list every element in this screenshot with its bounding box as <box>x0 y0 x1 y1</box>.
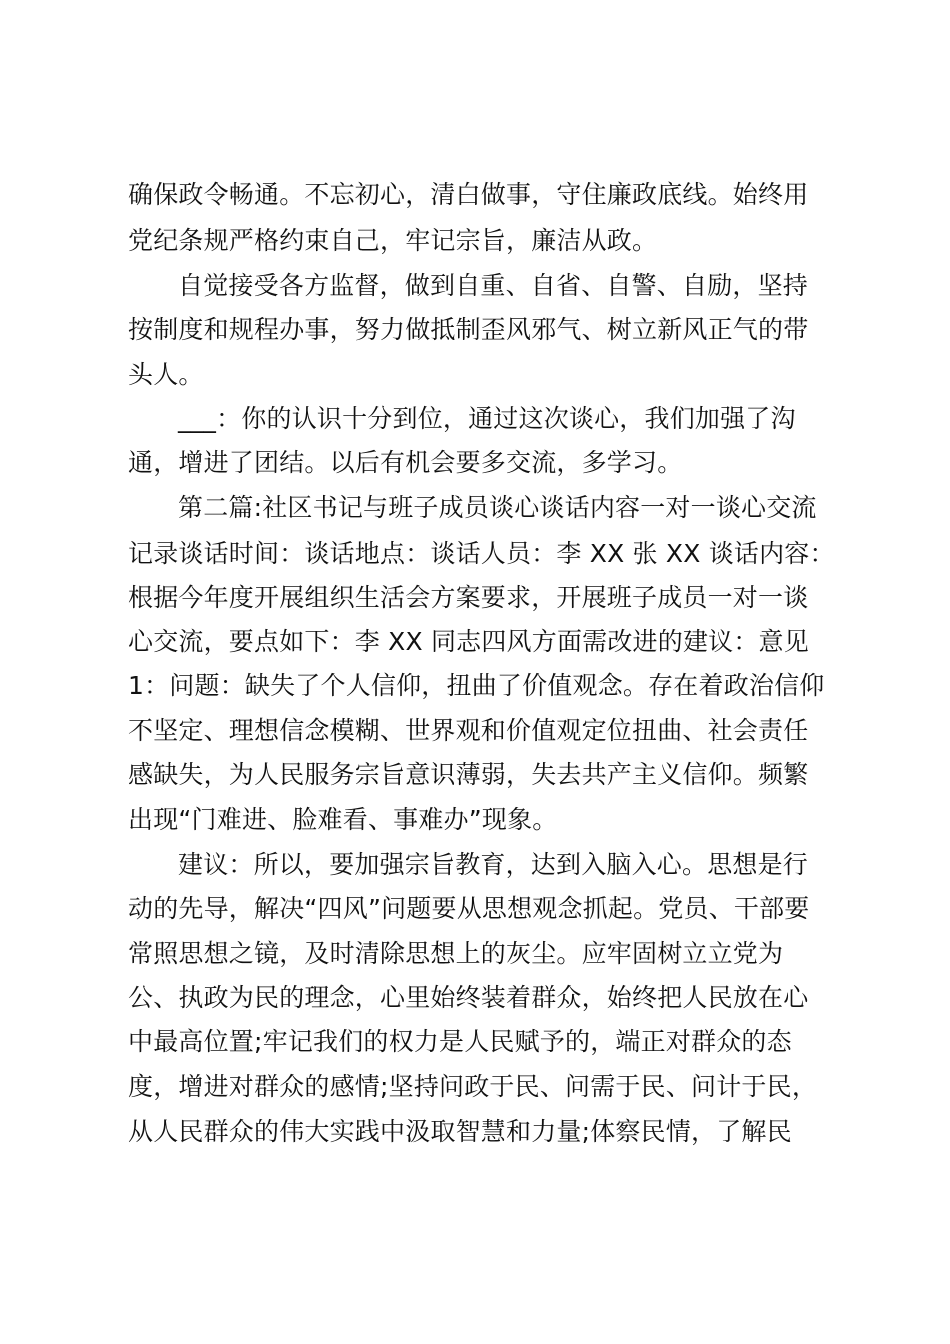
text-line: 中最高位置;牢记我们的权力是人民赋予的，端正对群众的态 <box>128 1027 792 1056</box>
paragraph-start-line: ___：你的认识十分到位，通过这次谈心，我们加强了沟 <box>178 404 796 433</box>
text-line: 1：问题：缺失了个人信仰，扭曲了价值观念。存在着政治信仰 <box>128 671 825 700</box>
paragraph-start-line: 自觉接受各方监督，做到自重、自省、自警、自励，坚持 <box>178 271 809 300</box>
text-line: 按制度和规程办事，努力做抵制歪风邪气、树立新风正气的带 <box>128 315 809 344</box>
text-line: 通，增进了团结。以后有机会要多交流，多学习。 <box>128 448 683 477</box>
text-line: 头人。 <box>128 360 204 389</box>
text-line: 动的先导，解决“四风”问题要从思想观念抓起。党员、干部要 <box>128 894 810 923</box>
paragraph-start-line: 第二篇:社区书记与班子成员谈心谈话内容一对一谈心交流 <box>178 493 817 522</box>
text-line: 感缺失，为人民服务宗旨意识薄弱，失去共产主义信仰。频繁 <box>128 760 809 789</box>
text-line: 根据今年度开展组织生活会方案要求，开展班子成员一对一谈 <box>128 583 809 612</box>
text-line: 党纪条规严格约束自己，牢记宗旨，廉洁从政。 <box>128 226 658 255</box>
text-line: 从人民群众的伟大实践中汲取智慧和力量;体察民情，了解民 <box>128 1117 792 1146</box>
text-line: 确保政令畅通。不忘初心，清白做事，守住廉政底线。始终用 <box>128 180 809 209</box>
text-line: 公、执政为民的理念，心里始终装着群众，始终把人民放在心 <box>128 983 809 1012</box>
text-line: 常照思想之镜，及时清除思想上的灰尘。应牢固树立立党为 <box>128 939 784 968</box>
text-line: 出现“门难进、脸难看、事难办”现象。 <box>128 805 558 834</box>
text-line: 度，增进对群众的感情;坚持问政于民、问需于民、问计于民， <box>128 1072 818 1101</box>
text-line: 不坚定、理想信念模糊、世界观和价值观定位扭曲、社会责任 <box>128 716 809 745</box>
text-line: 记录谈话时间：谈话地点：谈话人员：李 XX 张 XX 谈话内容： <box>128 539 835 568</box>
paragraph-start-line: 建议：所以，要加强宗旨教育，达到入脑入心。思想是行 <box>178 850 809 879</box>
text-line: 心交流，要点如下：李 XX 同志四风方面需改进的建议：意见 <box>128 627 809 656</box>
